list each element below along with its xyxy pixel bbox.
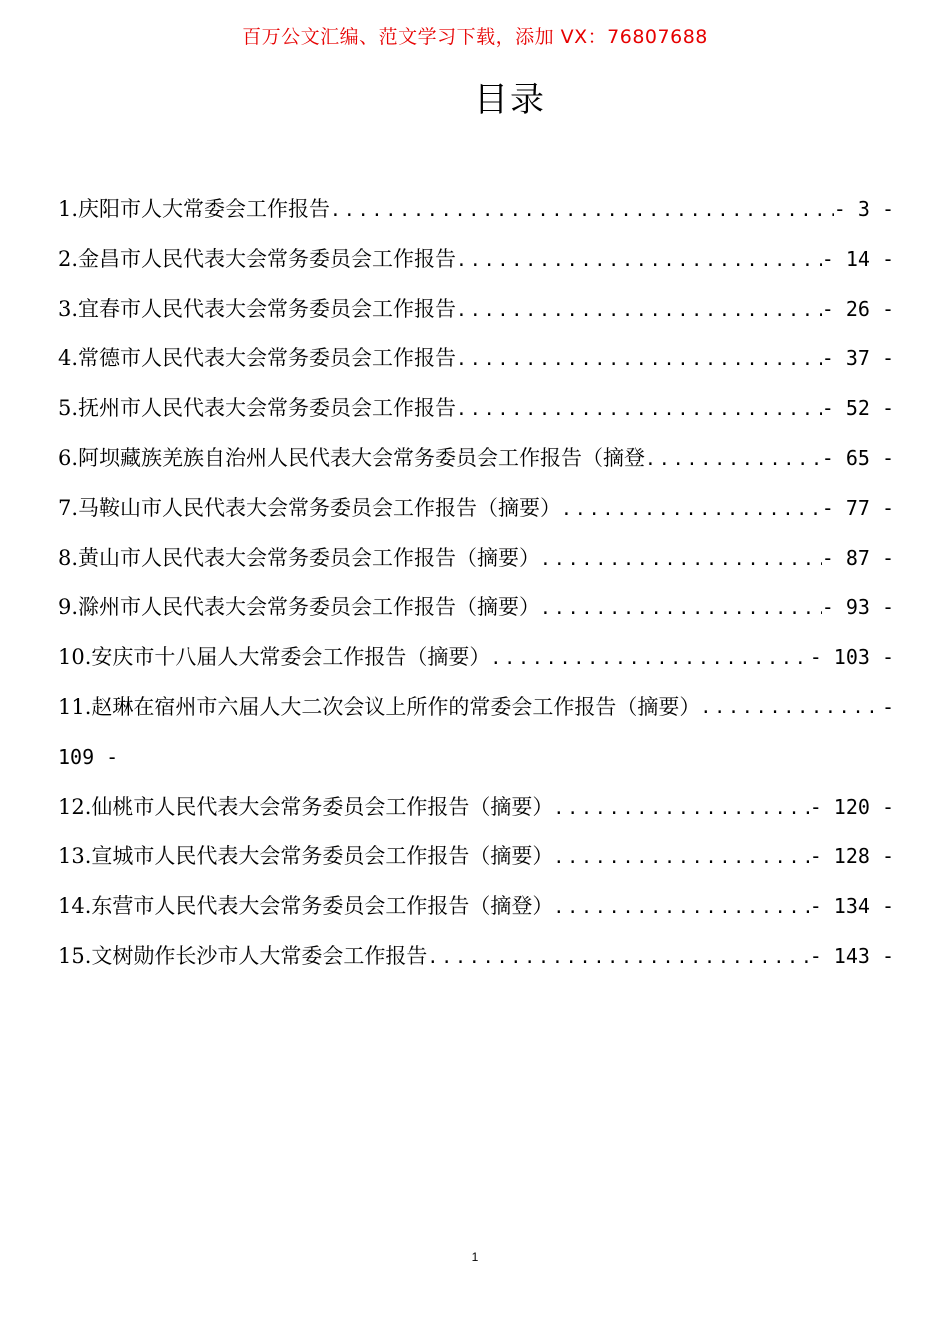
toc-entry-page: - 93 -	[821, 595, 894, 620]
toc-entry[interactable]	[58, 484, 894, 534]
toc-leader-dots	[553, 833, 809, 883]
toc-entry-title: 7.马鞍山市人民代表大会常务委员会工作报告（摘要）	[58, 495, 562, 520]
toc-leader-dots	[456, 236, 822, 286]
toc-entry[interactable]	[58, 285, 894, 335]
toc-entry-page: - 134 -	[809, 894, 894, 919]
toc-entry-title: 15.文树勋作长沙市人大常委会工作报告	[58, 943, 428, 968]
toc-leader-dots	[700, 683, 882, 733]
toc-entry-page: - 87 -	[821, 545, 894, 570]
toc-entry-title: 11.赵琳在宿州市六届人大二次会议上所作的常委会工作报告（摘要）	[58, 694, 701, 719]
toc-entry-title: 2.金昌市人民代表大会常务委员会工作报告	[58, 246, 457, 271]
toc-entry[interactable]	[58, 235, 894, 285]
toc-entry-page: - 3 -	[833, 197, 894, 221]
toc-entry[interactable]	[58, 783, 894, 833]
toc-leader-dots	[645, 435, 822, 485]
toc-entry-page: - 26 -	[821, 296, 894, 321]
toc-entry-page-continued: 109 -	[58, 744, 119, 769]
toc-entry[interactable]	[58, 932, 894, 982]
toc-leader-dots	[330, 186, 834, 236]
toc-entry-title: 5.抚州市人民代表大会常务委员会工作报告	[58, 396, 457, 421]
toc-leader-dots	[540, 584, 822, 634]
toc-entry-title: 10.安庆市十八届人大常委会工作报告（摘要）	[58, 645, 491, 670]
header-banner: 百万公文汇编、范文学习下载，添加 VX：76807688	[242, 26, 708, 48]
toc-entry-title: 9.滁州市人民代表大会常务委员会工作报告（摘要）	[58, 595, 541, 620]
toc-entry-title: 1.庆阳市人大常委会工作报告	[58, 197, 331, 221]
toc-leader-dots	[540, 535, 822, 585]
toc-entry-page: - 14 -	[821, 246, 894, 271]
toc-entry-title: 13.宣城市人民代表大会常务委员会工作报告（摘要）	[58, 844, 554, 869]
toc-entry-line	[58, 683, 894, 733]
toc-entry[interactable]	[58, 384, 894, 434]
toc-entry-page: - 77 -	[821, 495, 894, 520]
toc-entry-page: - 52 -	[821, 396, 894, 421]
toc-entry-title: 12.仙桃市人民代表大会常务委员会工作报告（摘要）	[58, 794, 554, 819]
toc-leader-dots	[553, 784, 809, 834]
toc-leader-dots	[553, 883, 809, 933]
toc-leader-dots	[456, 286, 822, 336]
toc-entry-page: - 128 -	[809, 844, 894, 869]
toc-entry[interactable]	[58, 534, 894, 584]
toc-entry-page: - 37 -	[821, 346, 894, 371]
toc-leader-dots	[456, 385, 822, 435]
toc-entry[interactable]	[58, 882, 894, 932]
toc-leader-dots	[561, 485, 822, 535]
toc-leader-dots	[490, 634, 809, 684]
page-title: 目录	[474, 80, 546, 120]
toc-entry-title: 4.常德市人民代表大会常务委员会工作报告	[58, 346, 457, 371]
toc-entry[interactable]	[58, 334, 894, 384]
toc-entry-page: - 103 -	[809, 645, 894, 670]
toc-entry-title: 3.宜春市人民代表大会常务委员会工作报告	[58, 296, 457, 321]
table-of-contents	[58, 185, 894, 982]
toc-entry-title: 14.东营市人民代表大会常务委员会工作报告（摘登）	[58, 894, 554, 919]
toc-entry[interactable]	[58, 185, 894, 235]
toc-entry-wrapped[interactable]	[58, 683, 894, 783]
toc-entry[interactable]	[58, 633, 894, 683]
toc-leader-dots	[456, 335, 822, 385]
toc-leader-dots	[427, 933, 809, 983]
toc-entry-page: - 143 -	[809, 943, 894, 968]
toc-entry[interactable]	[58, 832, 894, 882]
toc-entry-page: - 65 -	[821, 445, 894, 470]
toc-entry-page: - 120 -	[809, 794, 894, 819]
toc-entry[interactable]	[58, 583, 894, 633]
toc-entry-title: 6.阿坝藏族羌族自治州人民代表大会常务委员会工作报告（摘登	[58, 445, 646, 470]
page-number: 1	[471, 1250, 479, 1264]
toc-entry[interactable]	[58, 434, 894, 484]
toc-entry-title: 8.黄山市人民代表大会常务委员会工作报告（摘要）	[58, 545, 541, 570]
toc-entry-page-dash: -	[881, 694, 894, 719]
